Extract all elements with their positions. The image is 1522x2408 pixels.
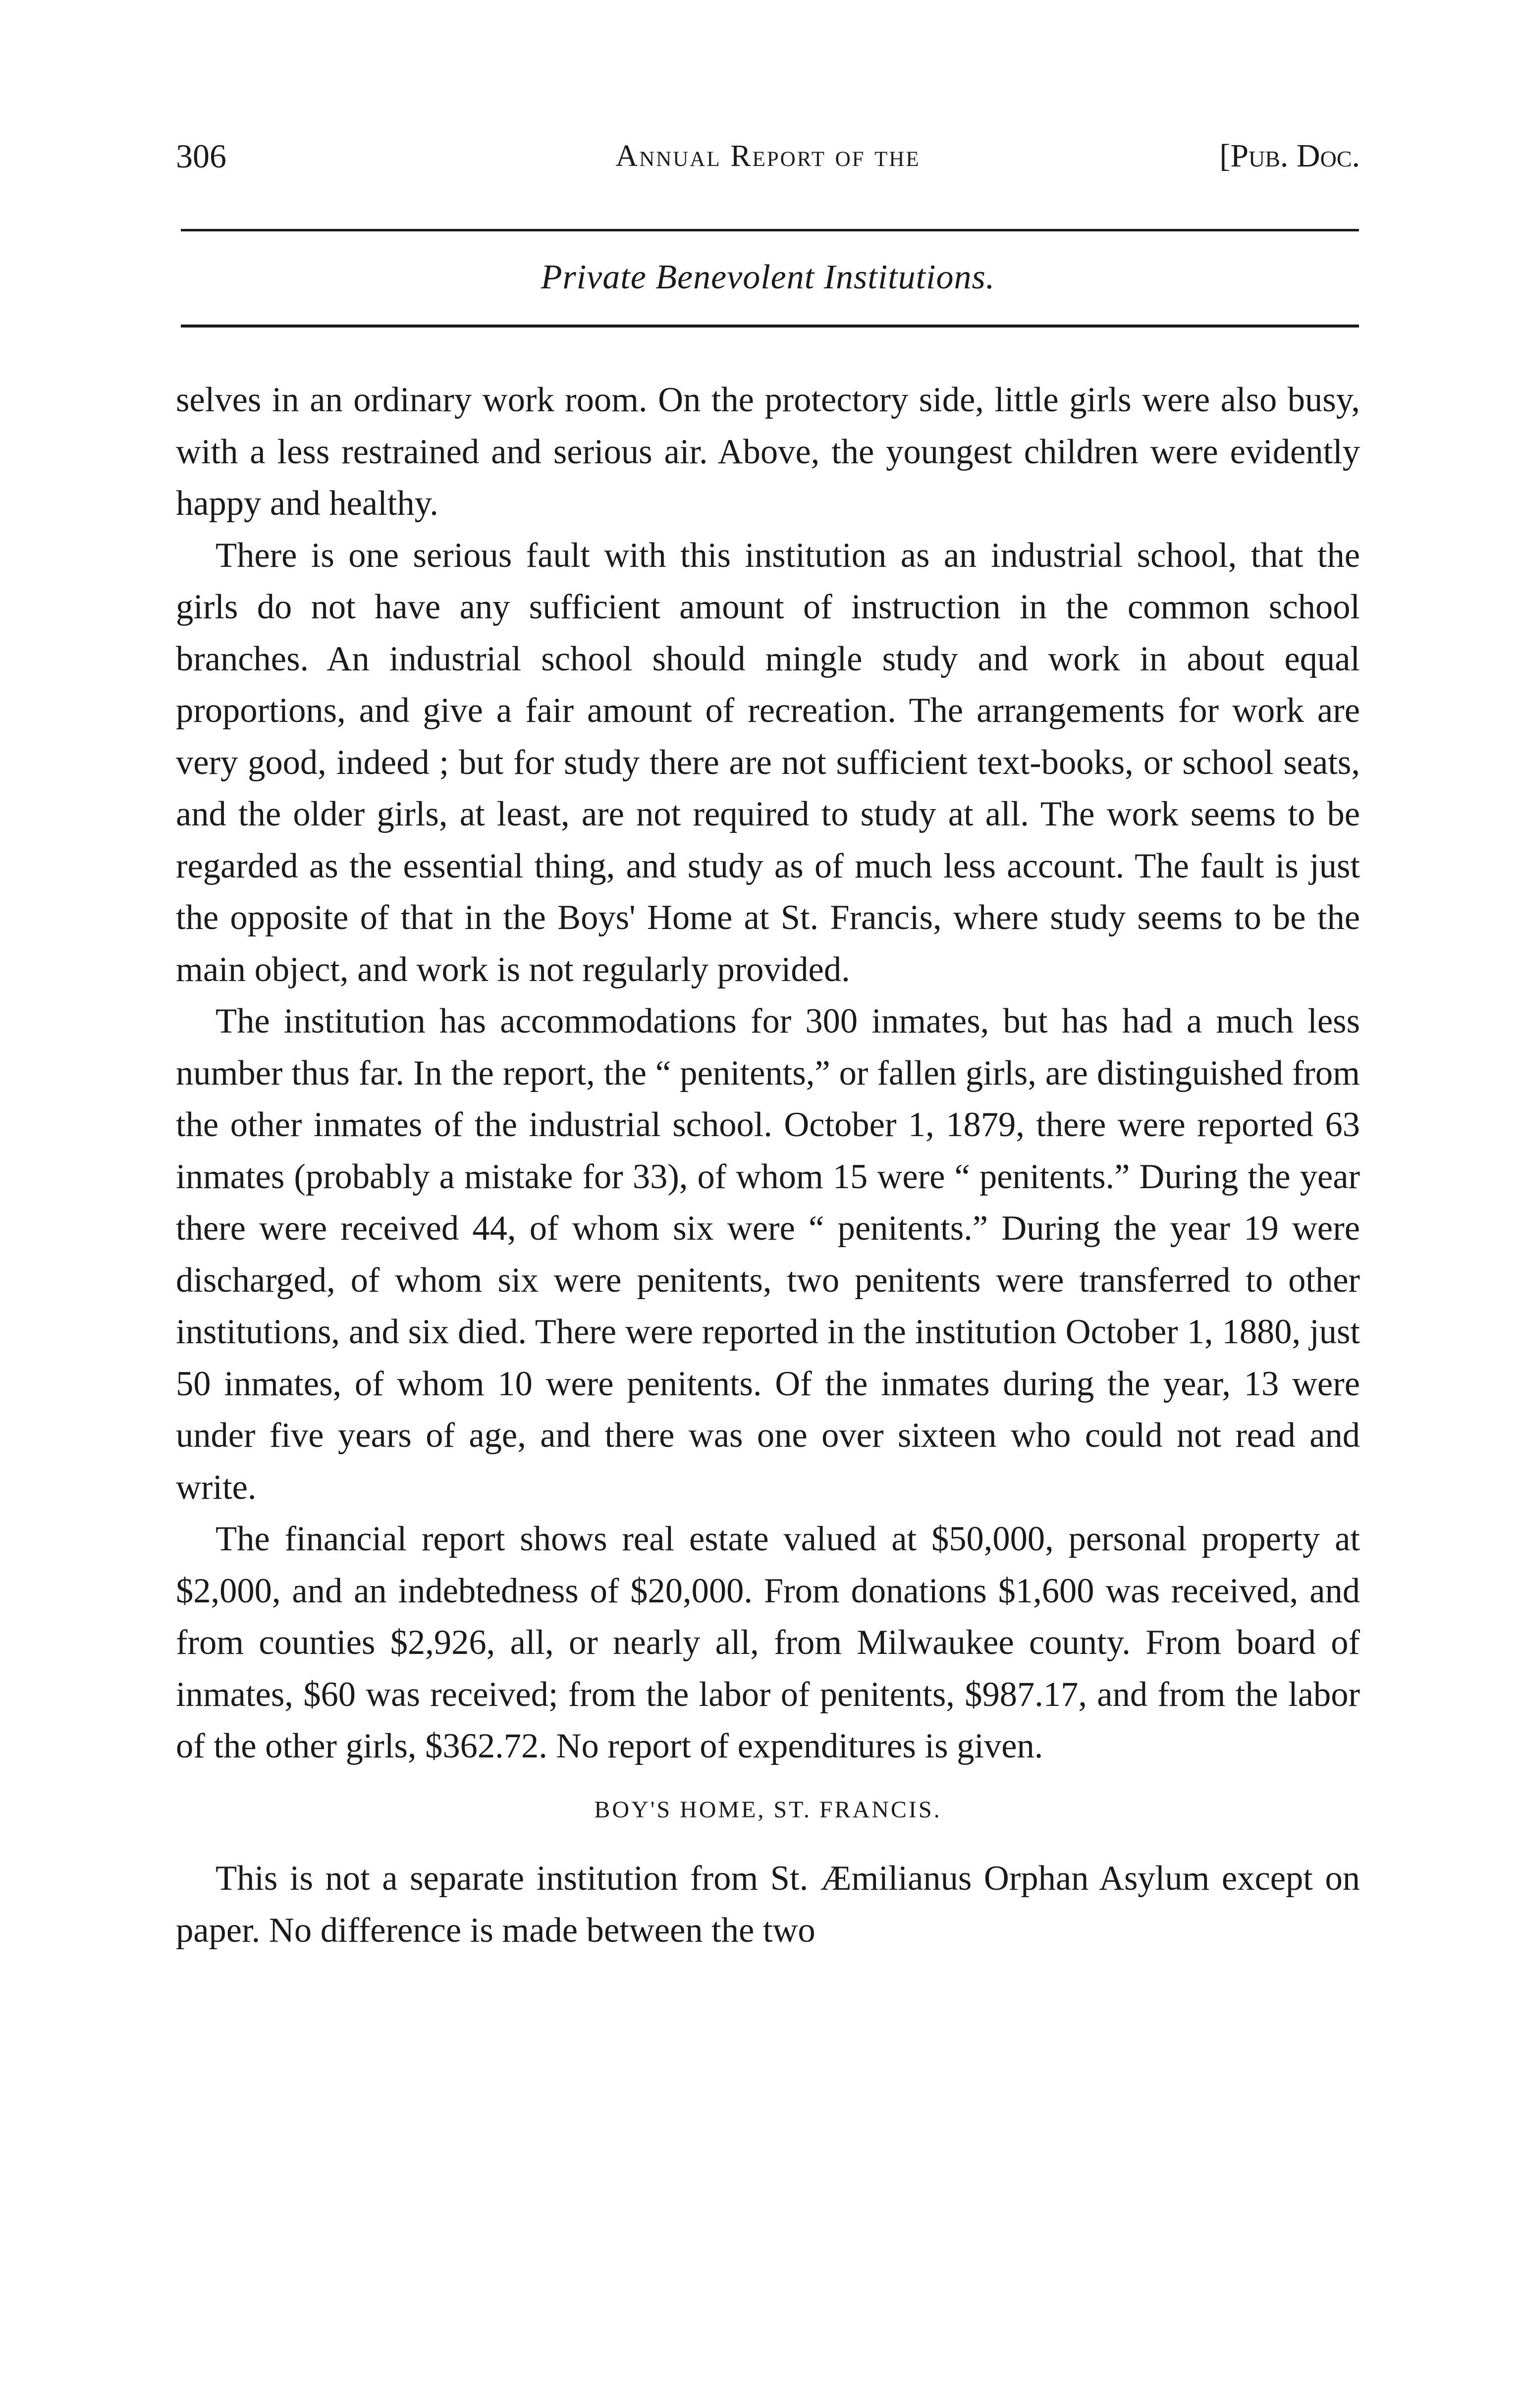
section-title: Private Benevolent Institutions. [541,258,995,296]
page-header [176,131,1360,181]
header-rule-bottom [181,325,1359,328]
paragraph-financial: The financial report shows real estate valued at $50,000, personal property at $2,000, and an indebtedness of $20,000. From donations $1,600 was received, and from counties $2,926, all, or nearly all, from Milwaukee county. From board of inmates, $60 was received; from the labor of penitents, $987.17, and from the labor of the other girls, $362.72. No report of expenditures is given. [176,1520,1360,1765]
running-title: Annual Report of the [615,139,921,173]
paragraph-fault: There is one serious fault with this institution as an industrial school, that the girls do not have any sufficient amount of instruction in the common school branches. An industrial school should mingle study and work in about equal proportions, and give a fair amount of recreation. The arrangements for work are very good, indeed ; but for study there are not sufficient text-books, or school seats, and the older girls, at least, are not required to study at all. The work seems to be regarded as the essential thing, and study as of much less account. The fault is just the opposite of that in the Boys' Home at St. Francis, where study seems to be the main object, and work is not regularly provided. [176,536,1360,989]
header-rule-top [181,229,1359,231]
body-text [176,374,1360,1956]
subheading: BOY'S HOME, ST. FRANCIS. [594,1796,942,1823]
page-number: 306 [176,137,226,175]
paragraph-boys-home: This is not a separate institution from St. Æmilianus Orphan Asylum except on paper. No difference is made between the two [176,1859,1360,1950]
paragraph-continuation: selves in an ordinary work room. On the protectory side, little girls were also busy, with a less restrained and serious air. Above, the youngest children were evidently happy and healthy. [176,381,1360,523]
paragraph-inmates: The institution has accommodations for 300 inmates, but has had a much less number thus far. In the report, the “ penitents,” or fallen girls, are distinguished from the other inmates of the industrial school. October 1, 1879, there were reported 63 inmates (probably a mistake for 33), of whom 15 were “ penitents.” During the year there were received 44, of whom six were “ penitents.” During the year 19 were discharged, of whom six were penitents, two penitents were transferred to other institutions, and six died. There were reported in the institution October 1, 1880, just 50 inmates, of whom 10 were penitents. Of the inmates during the year, 13 were under five years of age, and there was one over sixteen who could not read and write. [176,1002,1360,1507]
document-reference: [Pub. Doc. [1219,138,1360,174]
